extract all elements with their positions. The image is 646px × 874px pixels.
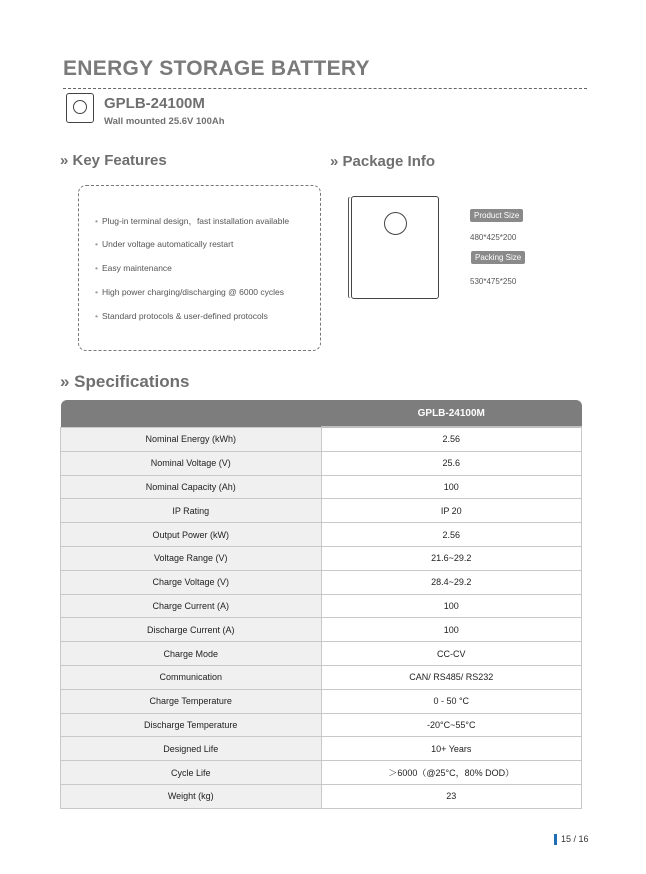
table-row <box>61 475 582 499</box>
packing-size-badge: Packing Size <box>471 251 525 264</box>
specifications-heading: » Specifications <box>60 372 190 391</box>
package-info-heading: » Package Info <box>330 153 436 170</box>
spec-param: Nominal Capacity (Ah) <box>61 475 322 499</box>
model-name: GPLB-24100M <box>104 95 205 112</box>
key-features-heading: » Key Features <box>60 152 167 169</box>
spec-value: 100 <box>321 618 582 642</box>
table-row <box>61 761 582 785</box>
key-features-box <box>78 185 321 351</box>
spec-param: Discharge Current (A) <box>61 618 322 642</box>
spec-param: Communication <box>61 665 322 689</box>
spec-value: 2.56 <box>321 523 582 547</box>
table-row <box>61 642 582 666</box>
spec-value: CAN/ RS485/ RS232 <box>321 665 582 689</box>
spec-param: Cycle Life <box>61 761 322 785</box>
table-row <box>61 618 582 642</box>
page-title: ENERGY STORAGE BATTERY <box>63 57 370 80</box>
page-number: 15 / 16 <box>554 834 589 845</box>
table-header-model: GPLB-24100M <box>321 400 582 427</box>
battery-icon <box>66 93 94 123</box>
table-row <box>61 689 582 713</box>
product-size-value: 480*425*200 <box>470 233 517 242</box>
table-row <box>61 570 582 594</box>
table-row <box>61 546 582 570</box>
spec-param: Weight (kg) <box>61 784 322 808</box>
table-row <box>61 499 582 523</box>
spec-value: 100 <box>321 594 582 618</box>
feature-item: • High power charging/discharging @ 6000 cycles <box>95 287 285 297</box>
spec-param: Discharge Temperature <box>61 713 322 737</box>
spec-param: IP Rating <box>61 499 322 523</box>
table-row <box>61 451 582 475</box>
spec-value: 100 <box>321 475 582 499</box>
title-divider <box>63 88 587 89</box>
spec-value: 23 <box>321 784 582 808</box>
spec-value: -20°C~55°C <box>321 713 582 737</box>
spec-param: Designed Life <box>61 737 322 761</box>
spec-param: Voltage Range (V) <box>61 546 322 570</box>
spec-param: Charge Current (A) <box>61 594 322 618</box>
spec-param: Output Power (kW) <box>61 523 322 547</box>
product-size-badge: Product Size <box>470 209 523 222</box>
spec-value: 10+ Years <box>321 737 582 761</box>
table-row <box>61 594 582 618</box>
spec-value: CC-CV <box>321 642 582 666</box>
spec-value: 25.6 <box>321 451 582 475</box>
spec-value: ＞6000（@25°C，80% DOD） <box>321 761 582 785</box>
table-row <box>61 523 582 547</box>
spec-param: Nominal Energy (kWh) <box>61 427 322 451</box>
table-row <box>61 784 582 808</box>
feature-item: • Standard protocols & user-defined protocols <box>95 311 268 321</box>
feature-item: • Under voltage automatically restart <box>95 239 234 249</box>
model-subtitle: Wall mounted 25.6V 100Ah <box>104 116 225 127</box>
battery-product-image <box>351 196 439 299</box>
table-header-row <box>61 400 582 427</box>
spec-value: 2.56 <box>321 427 582 451</box>
spec-param: Charge Temperature <box>61 689 322 713</box>
table-row <box>61 713 582 737</box>
specifications-table <box>60 400 582 809</box>
spec-value: IP 20 <box>321 499 582 523</box>
spec-param: Charge Voltage (V) <box>61 570 322 594</box>
spec-param: Charge Mode <box>61 642 322 666</box>
spec-value: 0 - 50 °C <box>321 689 582 713</box>
packing-size-value: 530*475*250 <box>470 277 517 286</box>
table-row <box>61 665 582 689</box>
feature-item: • Easy maintenance <box>95 263 172 273</box>
feature-item: • Plug-in terminal design，fast installation available <box>95 216 290 226</box>
spec-value: 28.4~29.2 <box>321 570 582 594</box>
table-row <box>61 427 582 451</box>
table-row <box>61 737 582 761</box>
spec-param: Nominal Voltage (V) <box>61 451 322 475</box>
table-header-blank <box>61 400 322 427</box>
spec-value: 21.6~29.2 <box>321 546 582 570</box>
